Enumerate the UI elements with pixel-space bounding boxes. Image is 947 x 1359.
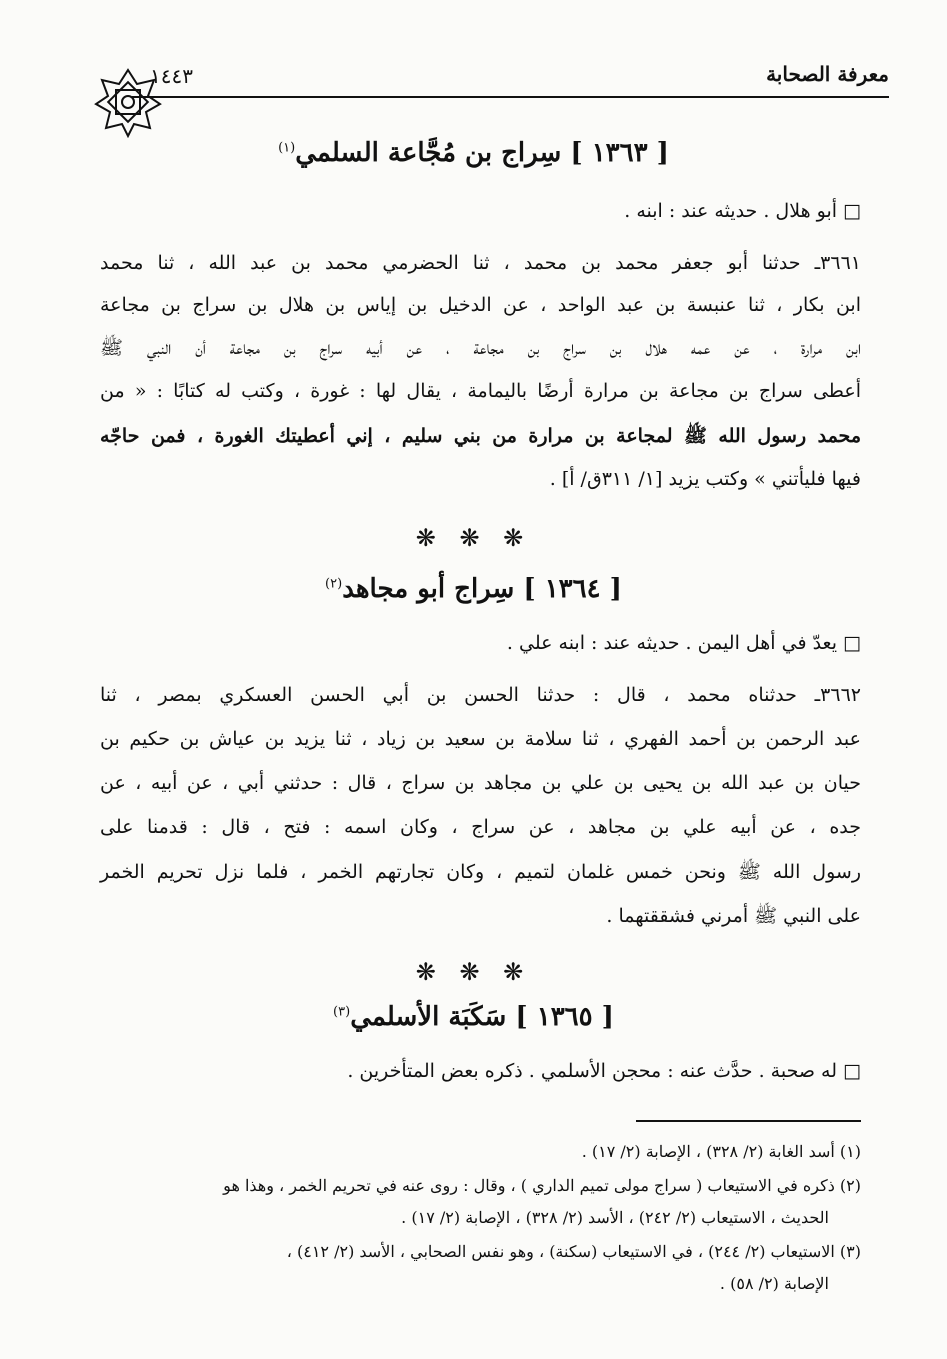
entry-intro-1363: □ أبو هلال . حديثه عند : ابنه . [624, 200, 861, 222]
hadith-line: ٣٦٦١ـ حدثنا أبو جعفر محمد بن محمد ، ثنا الحضرمي محمد بن عبد الله ، ثنا محمد [100, 252, 861, 274]
hadith-line: محمد رسول الله ﷺ لمجاعة بن مرارة من بني سليم ، إني أعطيتك الغورة ، فمن حاجّه [100, 425, 861, 447]
header-rule [132, 96, 889, 98]
footnote: (٢) ذكره في الاستيعاب ( سراج مولى تميم الداري ) ، وقال : روى عنه في تحريم الخمر ، وهذا هو [223, 1176, 861, 1195]
hadith-line: حيان بن عبد الله بن يحيى بن علي بن مجاهد بن سراج ، قال : حدثني أبي ، عن أبيه ، عن [100, 772, 861, 794]
page-number: ١٤٤٣ [150, 64, 193, 88]
hadith-line: ابن مرارة ، عن عمه هلال بن سراج بن مجاعة ، عن أبيه سراج بن مجاعة أن النبي ﷺ [100, 337, 861, 359]
footnote: الحديث ، الاستيعاب (٢/ ٢٤٢) ، الأسد (٢/ ٣٢٨) ، الإصابة (٢/ ١٧) . [401, 1208, 829, 1227]
entry-title-1365: [ ١٣٦٥ ] سَكَبَة الأسلمي$^{(٣)}$ [333, 1002, 614, 1032]
hadith-line: أعطى سراج بن مجاعة بن مرارة أرضًا باليمامة ، يقال لها : غورة ، وكتب له كتابًا : « من [100, 380, 861, 402]
star-ornament-icon [92, 66, 164, 138]
hadith-line: ٣٦٦٢ـ حدثناه محمد ، قال : حدثنا الحسن بن أبي الحسن العسكري بمصر ، ثنا [100, 684, 861, 706]
footnote-rule [636, 1120, 861, 1122]
footnote: (٣) الاستيعاب (٢/ ٢٤٤) ، في الاستيعاب (سكنة) ، وهو نفس الصحابي ، الأسد (٢/ ٤١٢) ، [286, 1242, 861, 1261]
running-header [92, 62, 889, 98]
hadith-line: عبد الرحمن بن أحمد الفهري ، ثنا سلامة بن سعيد بن زياد ، ثنا يزيد بن عياش بن حكيم بن [100, 728, 861, 750]
hadith-line: فيها فليأتني » وكتب يزيد [١/ ٣١١ق/ أ] . [549, 468, 861, 490]
hadith-line: جده ، عن أبيه علي بن مجاهد ، عن سراج ، وكان اسمه : فتح ، قال : قدمنا على [100, 816, 861, 838]
hadith-line: ابن بكار ، ثنا عنبسة بن عبد الواحد ، عن الدخيل بن إياس بن هلال بن سراج بن مجاعة [100, 294, 861, 316]
entry-title-1364: [ ١٣٦٤ ] سِراج أبو مجاهد$^{(٢)}$ [325, 574, 622, 604]
hadith-line: رسول الله ﷺ ونحن خمس غلمان لتميم ، وكان تجارتهم الخمر ، فلما نزل تحريم الخمر [100, 861, 861, 883]
entry-title-1363: [ ١٣٦٣ ] سِراج بن مُجَّاعة السلمي$^{(١)}$ [278, 138, 669, 168]
hadith-line: على النبي ﷺ أمرني فشققتهما . [606, 905, 861, 927]
section-separator: ❋ ❋ ❋ [415, 524, 532, 552]
section-separator: ❋ ❋ ❋ [415, 958, 532, 986]
entry-intro-1365: □ له صحبة . حدَّث عنه : محجن الأسلمي . ذكره بعض المتأخرين . [347, 1060, 861, 1082]
book-title: معرفة الصحابة [766, 62, 889, 86]
footnote: الإصابة (٢/ ٥٨) . [719, 1274, 829, 1293]
footnote: (١) أسد الغابة (٢/ ٣٢٨) ، الإصابة (٢/ ١٧) . [581, 1142, 861, 1161]
entry-intro-1364: □ يعدّ في أهل اليمن . حديثه عند : ابنه علي . [506, 632, 861, 654]
